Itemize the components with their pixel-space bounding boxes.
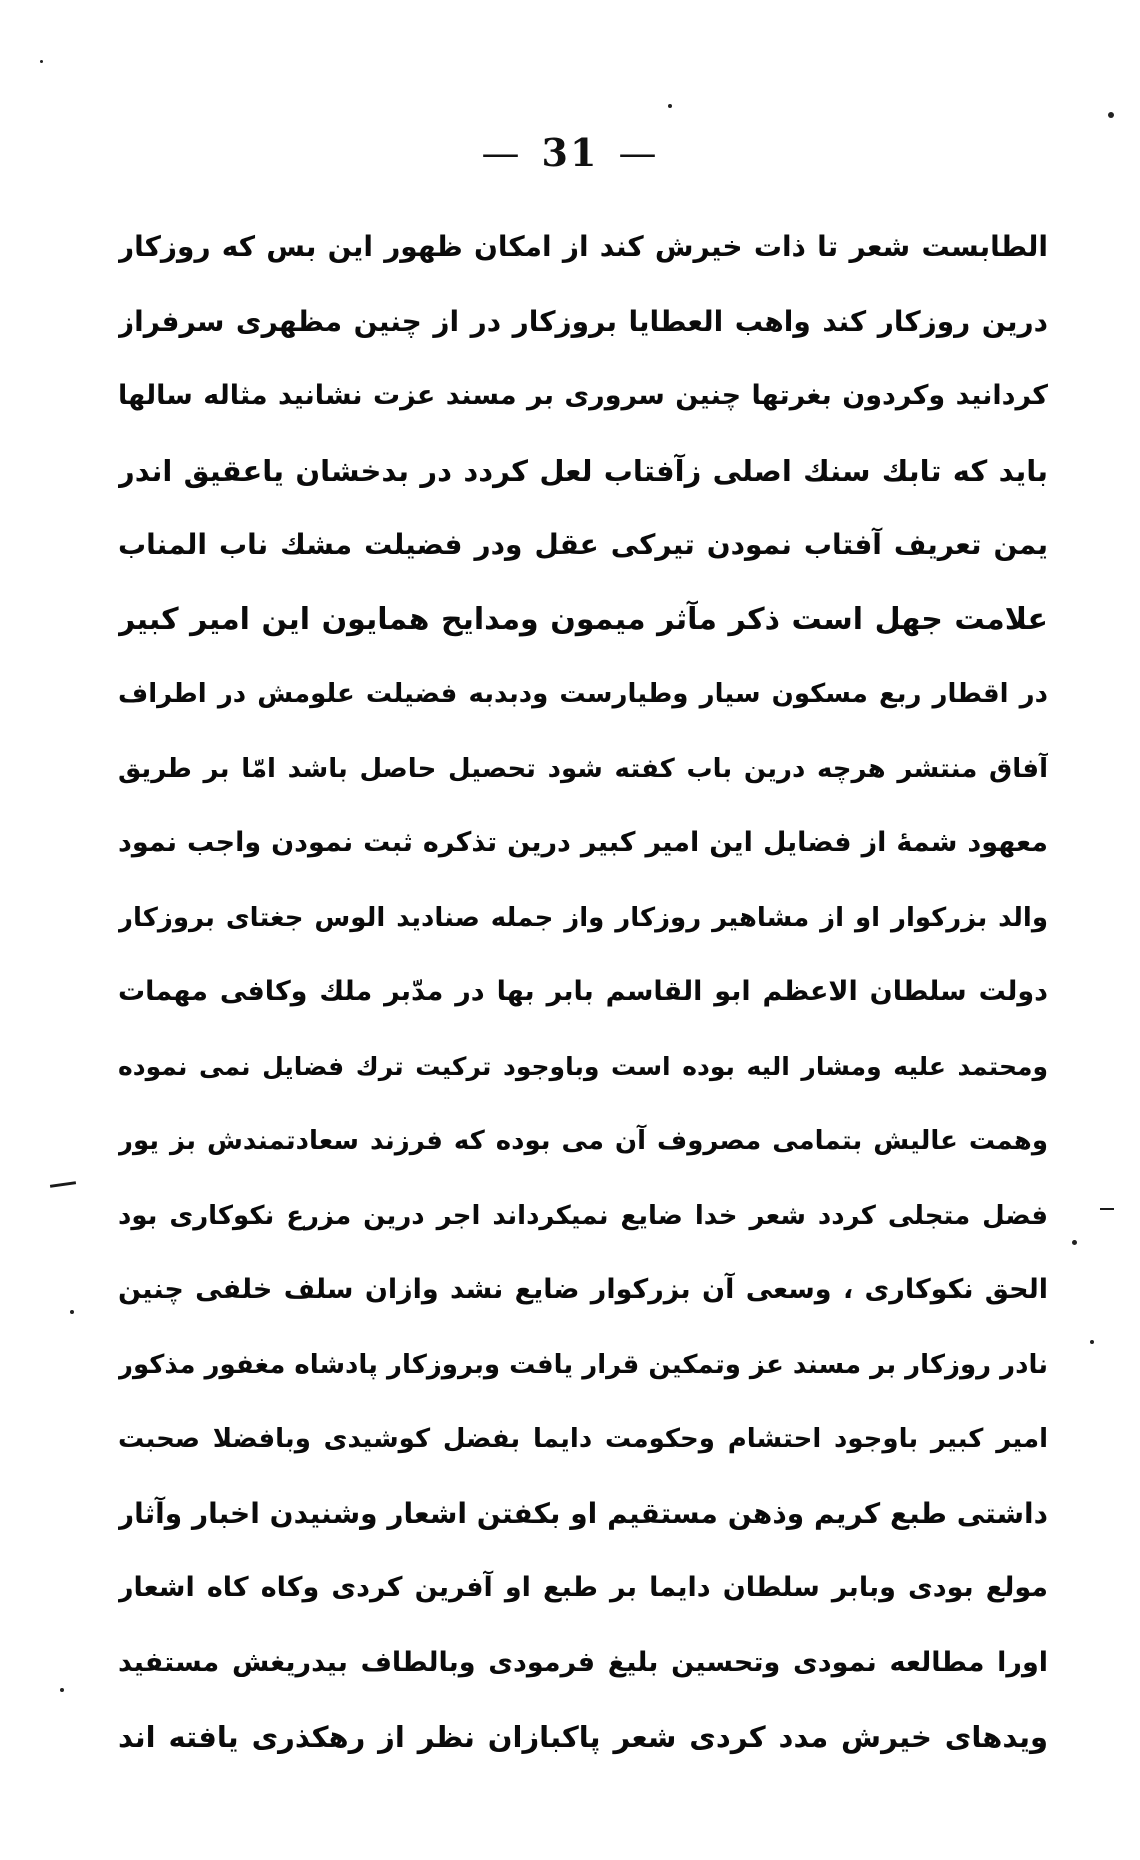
text-line: الطابست شعر تا ذات خیرش کند از امکان ظهور این بس که روزکار [118,230,1048,263]
body-text [118,210,1048,1775]
text-line: والد بزرکوار او از مشاهیر روزکار واز جمله صنادید الوس جغتای بروزکار [118,902,1048,933]
text-line: ومحتمد علیه ومشار الیه بوده است وباوجود ترکیت ترك فضایل نمی نموده [118,1051,1048,1081]
text-line: وهمت عالیش بتمامی مصروف آن می بوده که فرزند سعادتمندش بز یور [118,1126,1048,1156]
scan-speck [668,104,672,108]
page-number-header [0,130,1140,175]
text-line: فضل متجلی کردد شعر خدا ضایع نمیکرداند اجر درین مزرع نکوکاری بود [118,1200,1048,1231]
text-line: باید که تابك سنك اصلی زآفتاب لعل کردد در بدخشان یاعقیق اندر [118,453,1048,488]
text-line: دولت سلطان الاعظم ابو القاسم بابر بها در مدّبر ملك وکافی مهمات [118,976,1048,1007]
text-line: نادر روزکار بر مسند عز وتمکین قرار یافت وبروزکار پادشاه مغفور مذکور [118,1349,1048,1380]
header-right-dash: — [618,131,659,175]
scan-speck [70,1310,74,1314]
scan-speck [60,1688,64,1692]
text-line: ویدهای خیرش مدد کردی شعر پاکبازان نظر از رهکذری یافته اند [118,1720,1048,1754]
margin-mark [1100,1208,1114,1210]
text-line: داشتی طبع کریم وذهن مستقیم او بکفتن اشعار وشنیدن اخبار وآثار [118,1496,1048,1530]
text-line: امیر کبیر باوجود احتشام وحکومت دایما بفضل کوشیدی وبافضلا صحبت [118,1424,1048,1454]
text-line: علامت جهل است ذکر مآثر میمون ومدایح همایون این امیر کبیر [118,601,1048,637]
text-line: الحق نکوکاری ، وسعی آن بزرکوار ضایع نشد وازان سلف خلفی چنین [118,1274,1048,1305]
scan-speck [40,60,43,63]
text-line: یمن تعریف آفتاب نمودن تیرکی عقل ودر فضیلت مشك ناب المناب [118,528,1048,561]
text-line: معهود شمهٔ از فضایل این امیر کبیر درین تذکره ثبت نمودن واجب نمود [118,827,1048,858]
text-line: مولع بودی وبابر سلطان دایما بر طبع او آفرین کردی وکاه کاه اشعار [118,1572,1048,1603]
scan-speck [1072,1240,1077,1245]
scan-speck [1108,112,1114,118]
text-line: درین روزکار کند واهب العطایا بروزکار در از چنین مظهری سرفراز [118,304,1048,338]
text-line: اورا مطالعه نمودی وتحسین بلیغ فرمودی وبالطاف بیدریغش مستفید [118,1646,1048,1678]
page-number: 31 [541,130,599,175]
scan-speck [1090,1340,1094,1344]
header-left-dash: — [481,131,522,175]
text-line: آفاق منتشر هرچه درین باب کفته شود تحصیل حاصل باشد امّا بر طریق [118,753,1048,784]
text-line: کردانید وکردون بغرتها چنین سروری بر مسند عزت نشانید مثاله سالها [118,380,1048,411]
margin-mark [50,1181,76,1188]
text-line: در اقطار ربع مسکون سیار وطیارست ودبدبه فضیلت علومش در اطراف [118,679,1048,709]
